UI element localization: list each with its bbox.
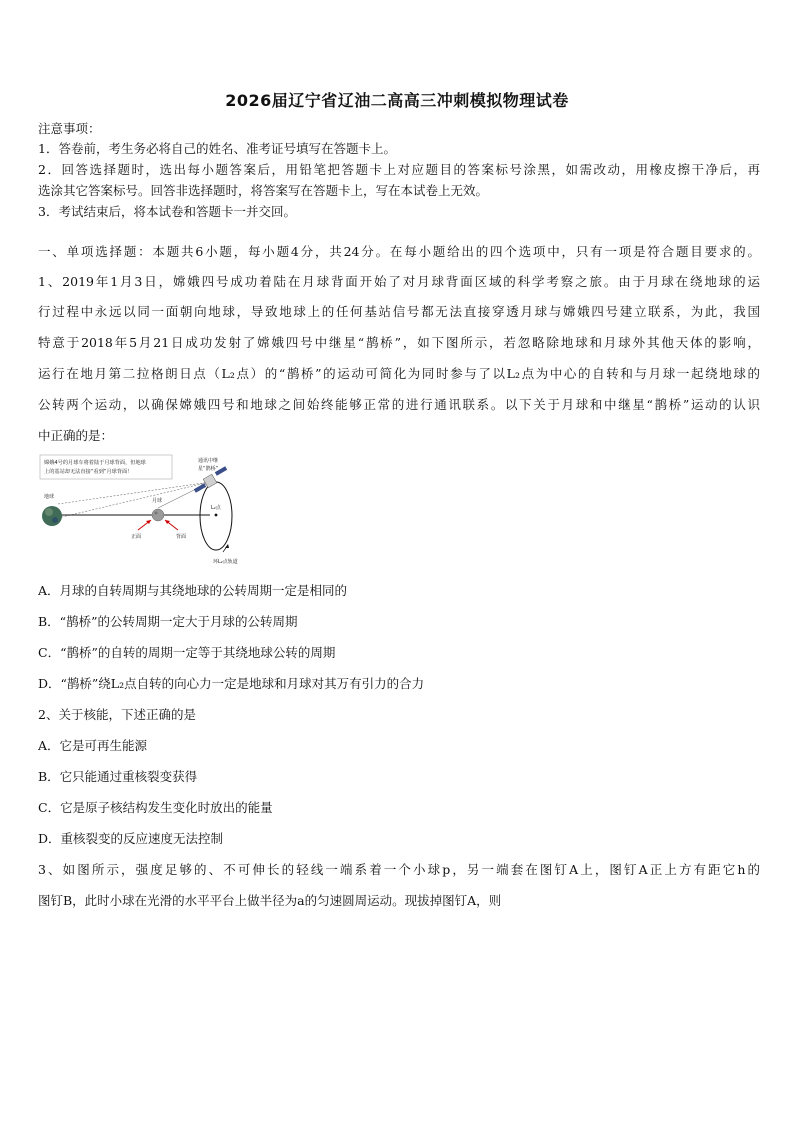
notice-heading: 注意事项： [38, 121, 101, 136]
figure-relay-label-2: 星“鹊桥” [198, 466, 219, 472]
q1-figure [38, 452, 260, 570]
q1-line-2: 行过程中永远以同一面朝向地球，导致地球上的任何基站信号都无法直接穿透月球与嫦娥四号建立联系，为此，我国 [38, 304, 760, 319]
q3-line-1: 3、如图所示，强度足够的、不可伸长的轻线一端系着一个小球p，另一端套在图钉A上，图钉A正上方有距它h的 [38, 862, 760, 877]
notice-item-3: 3．考试结束后，将本试卷和答题卡一并交回。 [38, 204, 296, 219]
q1-line-6: 中正确的是： [38, 428, 114, 443]
l2-label: L₂点 [211, 505, 221, 511]
q1-line-4: 运行在地月第二拉格朗日点（L₂点）的“鹊桥”的运动可简化为同时参与了以L₂点为中心的自转和与月球一起绕地球的 [38, 366, 760, 381]
q1-option-b: B．“鹊桥”的公转周期一定大于月球的公转周期 [38, 614, 298, 629]
figure-note-line2: 上的基站却无法直接“看到”月球背面！ [44, 469, 133, 475]
orbit-label: 环L₂点轨道 [213, 559, 238, 565]
q1-option-a: A．月球的自转周期与其绕地球的公转周期一定是相同的 [38, 583, 348, 598]
q2-option-a: A．它是可再生能源 [38, 738, 148, 753]
page-title: 2026届辽宁省辽油二高高三冲刺模拟物理试卷 [225, 91, 569, 110]
q1-option-d: D．“鹊桥”绕L₂点自转的向心力一定是地球和月球对其万有引力的合力 [38, 676, 425, 691]
back-label: 背面 [176, 534, 187, 540]
notice-item-1: 1．答卷前，考生务必将自己的姓名、准考证号填写在答题卡上。 [38, 141, 396, 156]
q2-option-b: B．它只能通过重核裂变获得 [38, 769, 198, 784]
moon-label: 月球 [152, 498, 163, 504]
q1-line-5: 公转两个运动，以确保嫦娥四号和地球之间始终能够正常的进行通讯联系。以下关于月球和中继星“鹊桥”运动的认识 [38, 397, 760, 412]
front-label: 正面 [131, 534, 142, 540]
q1-line-3: 特意于2018年5月21日成功发射了嫦娥四号中继星“鹊桥”，如下图所示，若忽略除地球和月球外其他天体的影响， [38, 335, 760, 350]
figure-note-box [40, 455, 172, 479]
q1-line-1: 1、2019年1月3日，嫦娥四号成功着陆在月球背面开始了对月球背面区域的科学考察之旅。由于月球在绕地球的运 [38, 274, 760, 289]
notice-item-2: 2．回答选择题时，选出每小题答案后，用铅笔把答题卡上对应题目的答案标号涂黑，如需改动，用橡皮擦干净后，再 [38, 162, 760, 177]
notice-item-2-cont: 选涂其它答案标号。回答非选择题时，将答案写在答题卡上，写在本试卷上无效。 [38, 183, 489, 198]
q2-stem: 2、关于核能，下述正确的是 [38, 707, 196, 722]
q2-option-d: D．重核裂变的反应速度无法控制 [38, 831, 224, 846]
earth-label: 地球 [44, 494, 55, 500]
figure-relay-label-1: 通讯中继 [198, 458, 219, 464]
figure-note-line1: 嫦娥4号的月球车将着陆于月球背面，但地球 [44, 460, 146, 466]
section-header: 一、单项选择题：本题共6小题，每小题4分，共24分。在每小题给出的四个选项中，只有一项是符合题目要求的。 [38, 244, 760, 259]
q3-line-2: 图钉B，此时小球在光滑的水平平台上做半径为a的匀速圆周运动。现拔掉图钉A，则 [38, 893, 502, 908]
moon-shape [152, 509, 164, 521]
l2-point [215, 514, 218, 517]
earth-shape [42, 506, 62, 526]
q1-option-c: C．“鹊桥”的自转的周期一定等于其绕地球公转的周期 [38, 645, 336, 660]
q2-option-c: C．它是原子核结构发生变化时放出的能量 [38, 800, 273, 815]
